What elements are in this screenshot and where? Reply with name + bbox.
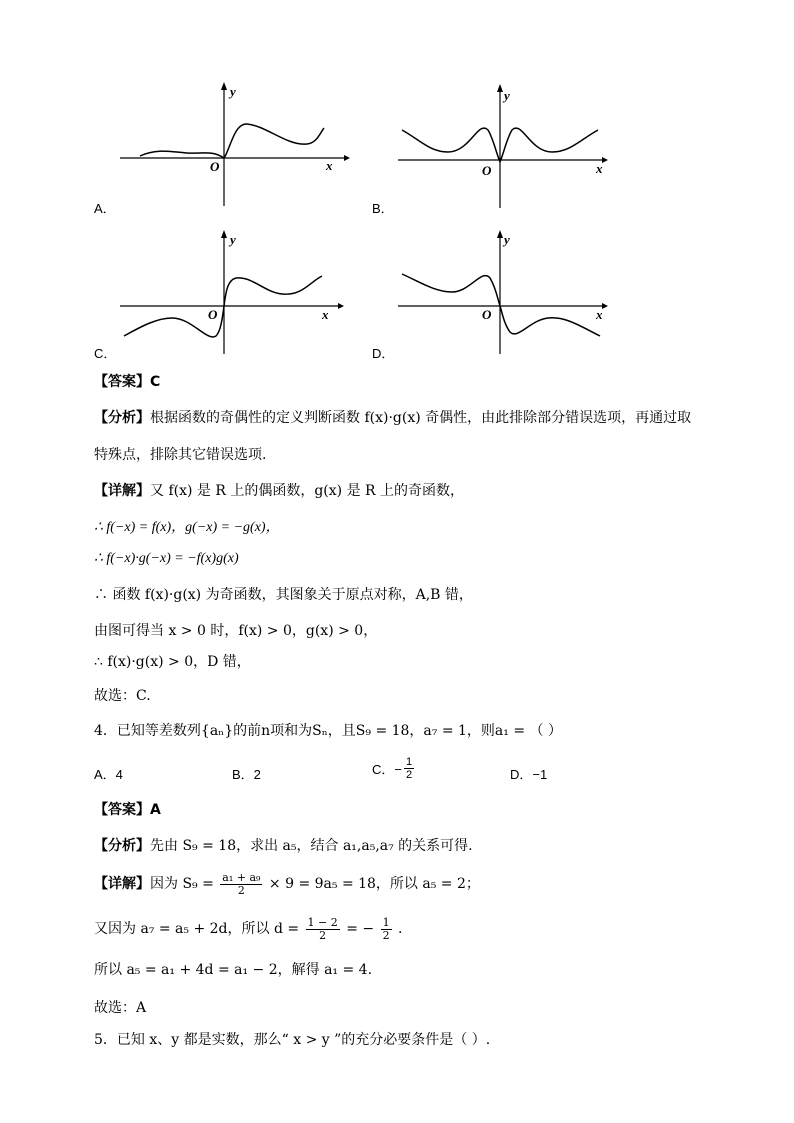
q4-detail-step2: 又因为 a₇ = a₅ + 2d，所以 d = $\frac{1 - 2}{2}$ = − $\frac{1}{2}$ . (94, 915, 403, 942)
y-axis-label: y (504, 232, 510, 247)
origin-label: O (482, 307, 492, 322)
graph-c (112, 226, 352, 358)
origin-label: O (210, 159, 220, 174)
q3-detail-step5: 由图可得当 x > 0 时，f(x) > 0，g(x) > 0， (94, 623, 378, 639)
option-label-a: A． (94, 201, 116, 216)
q4-option-b: B．2 (232, 767, 261, 782)
origin-label: O (482, 163, 492, 178)
q3-detail-step4: ∴ 函数 f(x)·g(x) 为奇函数，其图象关于原点对称，A,B 错， (94, 587, 473, 603)
q3-detail: 【详解】又 f(x) 是 R 上的偶函数，g(x) 是 R 上的奇函数， (94, 483, 465, 499)
q4-analysis: 【分析】先由 S₉ = 18，求出 a₅，结合 a₁,a₅,a₇ 的关系可得. (94, 838, 473, 854)
q4-stem: 4．已知等差数列{aₙ}的前n项和为Sₙ，且S₉ = 18，a₇ = 1，则a₁ = （ ） (94, 723, 562, 739)
x-axis-label: x (326, 158, 333, 173)
q4-option-c: C．− $\frac{1}{2}$ (372, 756, 413, 781)
q3-detail-step6: ∴ f(x)·g(x) > 0，D 错， (94, 654, 251, 670)
q3-detail-step3: ∴ f(−x)·g(−x) = −f(x)g(x) (94, 551, 239, 566)
origin-label: O (208, 307, 218, 322)
q4-detail-step3: 所以 a₅ = a₁ + 4d = a₁ − 2，解得 a₁ = 4. (94, 962, 373, 978)
y-axis-label: y (230, 84, 236, 99)
graph-a (112, 78, 352, 210)
graph-b (390, 80, 615, 212)
y-axis-label: y (504, 88, 510, 103)
q3-answer: 【答案】C (94, 374, 161, 390)
q5-stem: 5．已知 x、y 都是实数，那么“ x > y ”的充分必要条件是（ ）. (94, 1032, 491, 1048)
graph-d (390, 226, 615, 358)
option-label-d: D． (372, 346, 395, 361)
option-label-c: C． (94, 346, 117, 361)
q3-analysis-cont: 特殊点，排除其它错误选项. (94, 447, 267, 463)
x-axis-label: x (596, 161, 603, 176)
q4-option-d: D．−1 (510, 767, 548, 782)
x-axis-label: x (596, 307, 603, 322)
q3-detail-step2: ∴ f(−x) = f(x)，g(−x) = −g(x)， (94, 520, 280, 535)
y-axis-label: y (230, 232, 236, 247)
q4-choose: 故选：A (94, 1000, 147, 1016)
q3-analysis: 【分析】根据函数的奇偶性的定义判断函数 f(x)·g(x) 奇偶性，由此排除部分错误选项，再通过取 (94, 410, 692, 426)
q4-answer: 【答案】A (94, 802, 161, 818)
q4-detail: 【详解】因为 S₉ = $\frac{\text{a₁ + a₉}}{2}$ × 9 = 9a₅ = 18，所以 a₅ = 2； (94, 870, 480, 897)
q3-choose: 故选：C. (94, 688, 151, 704)
x-axis-label: x (322, 307, 329, 322)
option-label-b: B． (372, 201, 394, 216)
q4-option-a: A．4 (94, 767, 123, 782)
